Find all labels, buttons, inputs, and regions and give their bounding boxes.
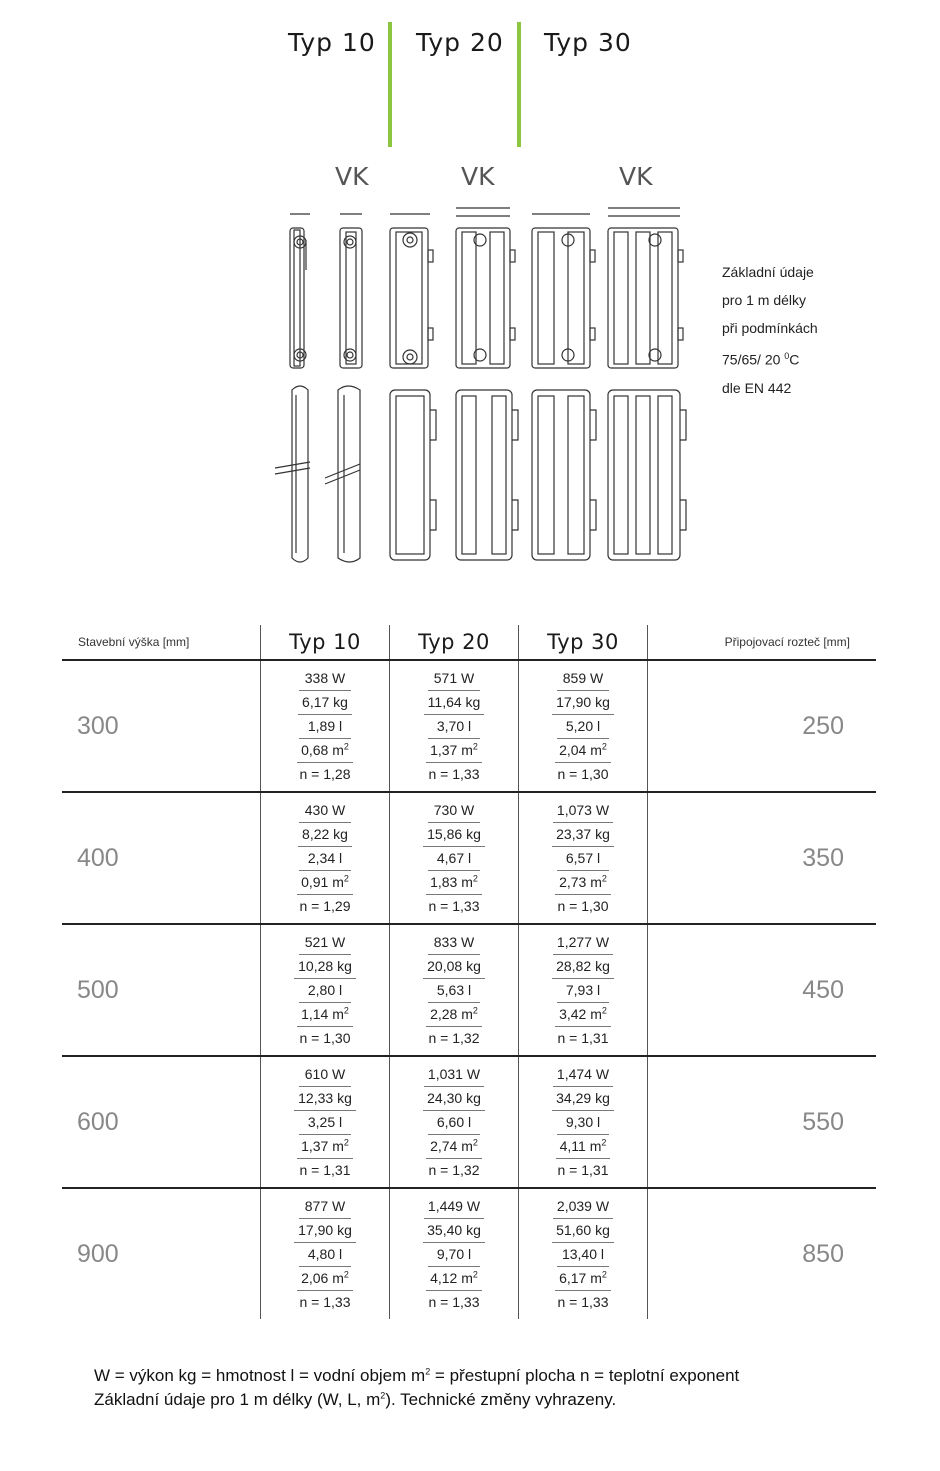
value-m2: 2,06 $m^2$ — [297, 1267, 353, 1291]
type-values-cell — [390, 660, 519, 792]
value-kg: 8,22 kg — [298, 823, 352, 847]
value-w: 1,031 W — [424, 1063, 484, 1087]
table-row — [62, 924, 876, 1056]
value-kg: 10,28 kg — [294, 955, 356, 979]
value-kg: 17,90 kg — [552, 691, 614, 715]
value-kg: 28,82 kg — [552, 955, 614, 979]
legend — [94, 1364, 739, 1412]
value-w: 1,474 W — [553, 1063, 613, 1087]
vk-label-10: VK — [335, 162, 369, 191]
type-values-cell — [261, 660, 390, 792]
height-value: 500 — [62, 924, 261, 1056]
value-l: 1,89 l — [299, 715, 351, 739]
type-header — [0, 22, 940, 152]
value-m2: 0,91 $m^2$ — [297, 871, 353, 895]
green-separator — [388, 22, 392, 147]
spacing-value: 250 — [648, 660, 877, 792]
value-w: 610 W — [299, 1063, 351, 1087]
value-m2: 1,83 $m^2$ — [426, 871, 482, 895]
header-type-30: Typ 30 — [519, 625, 648, 660]
value-kg: 35,40 kg — [423, 1219, 485, 1243]
table-header-row — [62, 625, 876, 660]
value-n: n = 1,33 — [428, 1293, 480, 1310]
type-values-cell — [261, 1056, 390, 1188]
value-l: 6,60 l — [428, 1111, 480, 1135]
value-l: 3,25 l — [299, 1111, 351, 1135]
spacing-value: 850 — [648, 1188, 877, 1319]
type-values-cell — [519, 1188, 648, 1319]
value-l: 4,80 l — [299, 1243, 351, 1267]
value-n: n = 1,33 — [299, 1293, 351, 1310]
value-l: 13,40 l — [557, 1243, 609, 1267]
header-spacing: Připojovací rozteč [mm] — [648, 625, 877, 660]
type-values-cell — [261, 792, 390, 924]
value-w: 338 W — [299, 667, 351, 691]
height-value: 400 — [62, 792, 261, 924]
green-separator — [517, 22, 521, 147]
value-m2: 4,12 $m^2$ — [426, 1267, 482, 1291]
type-values-cell — [390, 1188, 519, 1319]
value-n: n = 1,32 — [428, 1029, 480, 1046]
value-m2: 1,37 $m^2$ — [426, 739, 482, 763]
value-l: 4,67 l — [428, 847, 480, 871]
value-m2: 1,14 $m^2$ — [297, 1003, 353, 1027]
value-n: n = 1,31 — [557, 1029, 609, 1046]
value-m2: 4,11 $m^2$ — [556, 1135, 611, 1159]
value-n: n = 1,32 — [428, 1161, 480, 1178]
value-l: 5,63 l — [428, 979, 480, 1003]
value-kg: 15,86 kg — [423, 823, 485, 847]
table-row — [62, 1188, 876, 1319]
value-kg: 17,90 kg — [294, 1219, 356, 1243]
type-10-title: Typ 10 — [288, 28, 376, 57]
type-values-cell — [519, 792, 648, 924]
type-values-cell — [390, 1056, 519, 1188]
value-m2: 3,42 $m^2$ — [555, 1003, 611, 1027]
header-height: Stavební výška [mm] — [62, 625, 261, 660]
value-w: 571 W — [428, 667, 480, 691]
value-kg: 51,60 kg — [552, 1219, 614, 1243]
value-l: 9,70 l — [428, 1243, 480, 1267]
basic-info-line: Základní údaje — [722, 264, 814, 280]
value-kg: 12,33 kg — [294, 1087, 356, 1111]
value-l: 7,93 l — [557, 979, 609, 1003]
type-values-cell — [519, 924, 648, 1056]
value-w: 877 W — [299, 1195, 351, 1219]
table-body — [62, 660, 876, 1319]
basic-info-line: při podmínkách — [722, 320, 818, 336]
value-w: 521 W — [299, 931, 351, 955]
value-n: n = 1,30 — [557, 765, 609, 782]
vk-label-20: VK — [461, 162, 495, 191]
value-kg: 20,08 kg — [423, 955, 485, 979]
value-m2: 0,68 $m^2$ — [297, 739, 353, 763]
radiator-technical-drawing — [270, 200, 700, 575]
value-l: 2,34 l — [299, 847, 351, 871]
basic-info-line: dle EN 442 — [722, 379, 792, 396]
table-row — [62, 792, 876, 924]
value-w: 1,449 W — [424, 1195, 484, 1219]
value-n: n = 1,33 — [557, 1293, 609, 1310]
value-m2: 6,17 $m^2$ — [555, 1267, 611, 1291]
type-values-cell — [519, 660, 648, 792]
value-kg: 11,64 kg — [424, 691, 485, 715]
height-value: 900 — [77, 1239, 119, 1268]
value-l: 3,70 l — [428, 715, 480, 739]
type-values-cell — [261, 924, 390, 1056]
value-m2: 1,37 $m^2$ — [297, 1135, 353, 1159]
value-w: 730 W — [428, 799, 480, 823]
type-values-cell — [390, 924, 519, 1056]
value-n: n = 1,28 — [299, 765, 351, 782]
value-n: n = 1,31 — [299, 1161, 351, 1178]
value-w: 1,277 W — [553, 931, 613, 955]
spacing-value: 350 — [648, 792, 877, 924]
value-m2: 2,04 $m^2$ — [555, 739, 611, 763]
value-n: n = 1,29 — [299, 897, 351, 914]
height-value: 300 — [62, 660, 261, 792]
type-20-title: Typ 20 — [416, 28, 504, 57]
value-n: n = 1,33 — [428, 765, 480, 782]
legend-line-2: Základní údaje pro 1 m délky (W, L, $m^2$). Technické změny vyhrazeny. — [94, 1390, 617, 1409]
basic-info-conditions: 75/65/ 20 $^0$C — [722, 351, 800, 368]
value-w: 833 W — [428, 931, 480, 955]
value-kg: 24,30 kg — [423, 1087, 485, 1111]
value-kg: 34,29 kg — [552, 1087, 614, 1111]
spacing-value: 450 — [648, 924, 877, 1056]
value-n: n = 1,33 — [428, 897, 480, 914]
value-m2: 2,28 $m^2$ — [426, 1003, 482, 1027]
value-l: 2,80 l — [299, 979, 351, 1003]
type-values-cell — [390, 792, 519, 924]
value-n: n = 1,30 — [299, 1029, 351, 1046]
basic-info-line: pro 1 m délky — [722, 292, 807, 308]
basic-info-note — [722, 258, 818, 402]
value-n: n = 1,30 — [557, 897, 609, 914]
value-m2: 2,74 $m^2$ — [426, 1135, 482, 1159]
table-row — [62, 660, 876, 792]
vk-label-30: VK — [619, 162, 653, 191]
value-l: 6,57 l — [557, 847, 609, 871]
spacing-value: 550 — [648, 1056, 877, 1188]
type-values-cell — [261, 1188, 390, 1319]
type-30-title: Typ 30 — [544, 28, 632, 57]
table-row — [62, 1056, 876, 1188]
value-w: 2,039 W — [553, 1195, 613, 1219]
header-type-10: Typ 10 — [261, 625, 390, 660]
value-w: 859 W — [557, 667, 609, 691]
spec-table — [62, 625, 876, 1319]
legend-line-1: W = výkon kg = hmotnost l = vodní objem $m^2$ = přestupní plocha n = teplotní exponent — [94, 1366, 740, 1385]
type-values-cell — [519, 1056, 648, 1188]
value-l: 5,20 l — [557, 715, 609, 739]
value-kg: 23,37 kg — [552, 823, 614, 847]
header-type-20: Typ 20 — [390, 625, 519, 660]
value-m2: 2,73 $m^2$ — [555, 871, 611, 895]
value-w: 1,073 W — [553, 799, 613, 823]
height-value: 600 — [62, 1056, 261, 1188]
value-w: 430 W — [299, 799, 351, 823]
value-l: 9,30 l — [557, 1111, 609, 1135]
value-n: n = 1,31 — [557, 1161, 609, 1178]
value-kg: 6,17 kg — [298, 691, 352, 715]
